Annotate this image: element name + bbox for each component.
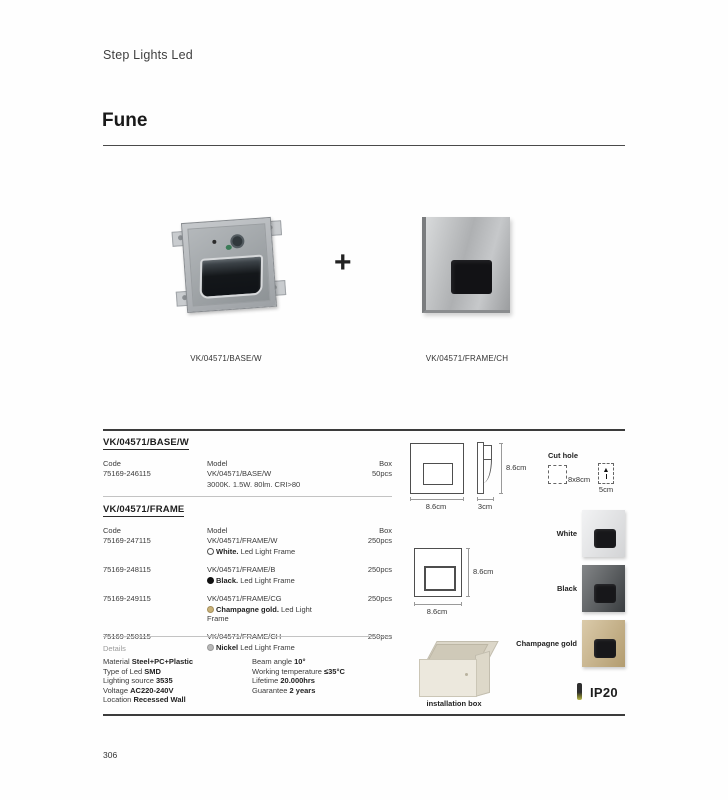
row-box: 250pcs: [367, 536, 392, 545]
detail-value: 2 years: [289, 685, 316, 695]
base-width-label: 8.6cm: [425, 502, 447, 511]
detail-line: [252, 676, 345, 686]
base-depth-label: 3cm: [477, 502, 493, 511]
row-code: 75169-246115: [103, 469, 151, 478]
detail-label: Beam angle: [252, 657, 295, 666]
ip-rating: IP20: [590, 685, 618, 700]
base-plate-art: [172, 205, 284, 326]
detail-value: 20.000hrs: [280, 676, 315, 686]
frame-product-image: [422, 217, 510, 313]
sensor-icon: [230, 233, 245, 248]
details-heading: Details: [103, 644, 126, 653]
base-product-image: [176, 208, 280, 322]
page-category: Step Lights Led: [103, 48, 193, 62]
row-code: 75169-247115: [103, 536, 151, 545]
detail-value: 10°: [294, 657, 306, 666]
base-table-header: [103, 459, 392, 468]
row-box: 250pcs: [367, 594, 392, 603]
box-side-face: [475, 651, 490, 697]
led-indicator-icon: [225, 245, 231, 250]
detail-label: Location: [103, 695, 134, 705]
base-front-diagram: [410, 443, 464, 494]
cut-hole-depth-label: 5cm: [598, 485, 614, 494]
col-header-box: Box: [379, 459, 392, 468]
row-box: 250pcs: [367, 565, 392, 574]
light-scoop: [200, 255, 263, 300]
installation-box-image: [419, 641, 489, 695]
model-color-line: [207, 605, 332, 623]
frame-table-header: [103, 526, 392, 535]
row-model: [207, 632, 332, 652]
base-product-label: VK/04571/BASE/W: [190, 354, 262, 363]
frame-height-line: [466, 548, 470, 597]
details-right-column: [252, 657, 345, 695]
model-color-line: [207, 547, 332, 556]
up-arrow-icon: ▲: [602, 467, 610, 474]
cut-hole-title: Cut hole: [548, 451, 578, 460]
model-name: VK/04571/FRAME/W: [207, 536, 278, 545]
row-model: [207, 565, 332, 585]
swatch-product-image: [582, 620, 625, 667]
screw-hole-icon: [212, 240, 216, 244]
installation-box-label: installation box: [426, 699, 482, 708]
section-divider: [103, 636, 392, 637]
swatch-row: [505, 620, 625, 667]
row-model: [207, 469, 332, 489]
color-name: White.: [216, 547, 239, 556]
color-desc: Led Light Frame: [238, 547, 296, 556]
detail-label: Voltage: [103, 685, 131, 695]
frame-front-window: [424, 566, 456, 591]
row-code: 75169-248115: [103, 565, 151, 574]
swatch-window: [594, 529, 616, 548]
detail-value: ≤35°C: [323, 666, 345, 676]
swatch-label: Black: [556, 584, 577, 593]
cut-hole-depth-box: [598, 463, 614, 484]
swatch-window: [594, 639, 616, 658]
frame-height-label: 8.6cm: [473, 567, 494, 576]
color-name: Black.: [216, 576, 239, 585]
profile-box: [483, 445, 492, 460]
frame-table-rows: [103, 536, 392, 661]
col-header-model: Model: [207, 526, 228, 535]
detail-line: [103, 657, 193, 667]
detail-line: [103, 667, 193, 677]
section-top-rule: [103, 429, 625, 431]
detail-label: Material: [103, 657, 132, 666]
detail-line: [252, 686, 345, 696]
detail-value: AC220-240V: [130, 685, 174, 695]
color-dot-icon: [207, 577, 214, 584]
color-dot-icon: [207, 644, 214, 651]
detail-line: [252, 657, 345, 667]
detail-value: Recessed Wall: [133, 695, 186, 705]
frame-width-line: [414, 602, 462, 606]
base-table-rows: [103, 469, 392, 498]
swatch-label: White: [556, 529, 577, 538]
swatch-row: [505, 510, 625, 557]
base-section-heading: VK/04571/BASE/W: [103, 437, 189, 448]
detail-value: Steel+PC+Plastic: [131, 657, 194, 666]
detail-label: Lifetime: [252, 676, 281, 686]
col-header-box: Box: [379, 526, 392, 535]
table-row: [103, 469, 392, 489]
base-side-diagram: [477, 442, 491, 492]
color-desc: Led Light Frame: [238, 643, 295, 652]
ip20-finger-icon: [577, 683, 582, 700]
detail-value: 3535: [155, 676, 173, 686]
title-divider: [103, 145, 625, 146]
box-front-face: [419, 659, 477, 697]
model-name: VK/04571/FRAME/B: [207, 565, 276, 574]
height-dimension-line: [499, 443, 503, 494]
color-dot-icon: [207, 606, 214, 613]
section-divider: [103, 496, 392, 497]
table-row: [103, 594, 392, 623]
base-face: [187, 223, 270, 306]
detail-line: [103, 676, 193, 686]
arrow-stem: [606, 474, 607, 479]
col-header-model: Model: [207, 459, 228, 468]
cut-hole-size-label: 8x8cm: [568, 475, 591, 484]
model-name: VK/04571/FRAME/CG: [207, 594, 282, 603]
detail-label: Working temperature: [252, 666, 324, 676]
row-box: [332, 632, 392, 652]
model-spec: 3000K. 1.5W. 80lm. CRI>80: [207, 480, 301, 489]
detail-label: Lighting source: [103, 676, 156, 686]
row-model: [207, 536, 332, 556]
color-name: Champagne gold.: [216, 605, 279, 614]
detail-label: Type of Led: [103, 666, 145, 676]
row-code: 75169-249115: [103, 594, 151, 603]
color-dot-icon: [207, 548, 214, 555]
page-title: Fune: [102, 110, 148, 131]
frame-front-diagram: [414, 548, 462, 597]
swatch-product-image: [582, 510, 625, 557]
swatch-product-image: [582, 565, 625, 612]
profile-curve: [483, 459, 492, 483]
details-left-column: [103, 657, 193, 705]
detail-line: [252, 667, 345, 677]
color-desc: Led Light Frame: [238, 576, 295, 585]
detail-line: [103, 695, 193, 705]
col-header-code: Code: [103, 459, 121, 468]
frame-section-heading: VK/04571/FRAME: [103, 504, 185, 515]
swatch-label: Champagne gold: [516, 639, 577, 648]
page-number: 306: [103, 750, 118, 760]
color-name: Nickel: [216, 643, 239, 652]
depth-dimension-line: [477, 497, 494, 501]
table-row: [103, 632, 392, 652]
detail-line: [103, 686, 193, 696]
width-dimension-line: [410, 497, 464, 501]
model-name: VK/04571/BASE/W: [207, 469, 272, 478]
base-front-window: [423, 463, 453, 485]
box-screw-icon: [465, 673, 468, 676]
detail-value: SMD: [144, 666, 161, 676]
detail-label: Guarantee: [252, 685, 290, 695]
model-color-line: [207, 576, 332, 585]
swatch-window: [594, 584, 616, 603]
frame-product-label: VK/04571/FRAME/CH: [425, 354, 509, 363]
row-box: 50pcs: [371, 469, 392, 478]
swatch-row: [505, 565, 625, 612]
cut-hole-square: [548, 465, 567, 484]
row-model: [207, 594, 332, 623]
model-color-line: [207, 643, 332, 652]
col-header-code: Code: [103, 526, 121, 535]
table-row: [103, 536, 392, 556]
base-plate: [181, 217, 277, 313]
color-desc: Led Light Frame: [207, 605, 312, 623]
table-row: [103, 565, 392, 585]
base-height-label: 8.6cm: [506, 463, 527, 472]
bottom-rule: [103, 714, 625, 716]
frame-window: [451, 260, 491, 294]
frame-width-label: 8.6cm: [426, 607, 448, 616]
plus-sign: +: [334, 246, 352, 279]
color-swatch-list: [505, 510, 625, 675]
